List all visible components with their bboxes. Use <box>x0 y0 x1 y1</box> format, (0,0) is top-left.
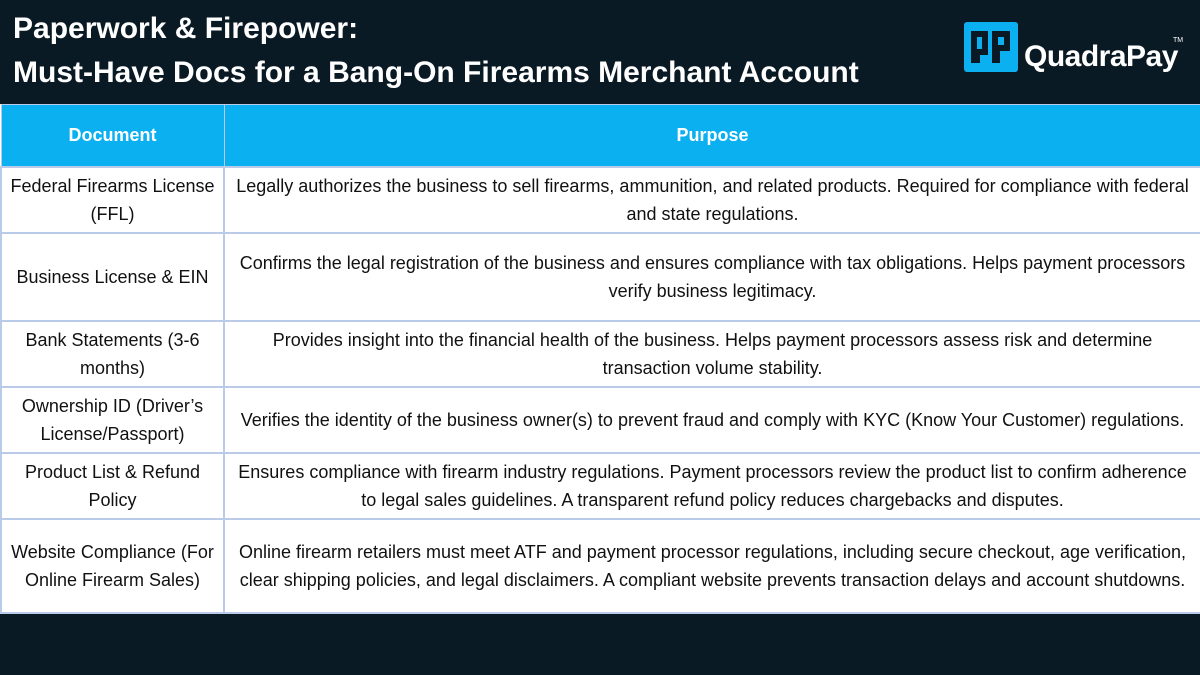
purpose-cell: Verifies the identity of the business owner(s) to prevent fraud and comply with KYC (Know Your Customer) regulations. <box>224 387 1200 453</box>
table-row <box>1 167 1200 233</box>
purpose-cell: Ensures compliance with firearm industry regulations. Payment processors review the product list to confirm adherence to legal sales guidelines. A transparent refund policy reduces chargebacks and disputes. <box>224 453 1200 519</box>
column-header-purpose: Purpose <box>224 105 1200 167</box>
table-row <box>1 233 1200 321</box>
document-cell: Ownership ID (Driver’s License/Passport) <box>1 387 224 453</box>
documents-table <box>0 104 1200 614</box>
table-row <box>1 387 1200 453</box>
document-cell: Business License & EIN <box>1 233 224 321</box>
quadrapay-logo-icon <box>964 22 1018 72</box>
table-row <box>1 321 1200 387</box>
trademark-symbol: TM <box>1173 37 1184 44</box>
table-row <box>1 519 1200 613</box>
brand-name: QuadraPay <box>1024 40 1178 73</box>
purpose-cell: Legally authorizes the business to sell firearms, ammunition, and related products. Required for compliance with federal and state regulations. <box>224 167 1200 233</box>
column-header-document: Document <box>1 105 224 167</box>
page-header <box>0 0 1200 104</box>
page-title-line-2: Must-Have Docs for a Bang-On Firearms Merchant Account <box>13 56 859 89</box>
purpose-cell: Online firearm retailers must meet ATF and payment processor regulations, including secure checkout, age verification, clear shipping policies, and legal disclaimers. A compliant website prevents transaction delays and account shutdowns. <box>224 519 1200 613</box>
document-cell: Federal Firearms License (FFL) <box>1 167 224 233</box>
purpose-cell: Provides insight into the financial health of the business. Helps payment processors assess risk and determine transaction volume stability. <box>224 321 1200 387</box>
purpose-cell: Confirms the legal registration of the business and ensures compliance with tax obligations. Helps payment processors verify business legitimacy. <box>224 233 1200 321</box>
document-cell: Product List & Refund Policy <box>1 453 224 519</box>
page-title-line-1: Paperwork & Firepower: <box>13 12 359 45</box>
document-cell: Website Compliance (For Online Firearm Sales) <box>1 519 224 613</box>
document-cell: Bank Statements (3-6 months) <box>1 321 224 387</box>
table-row <box>1 453 1200 519</box>
table-header-row <box>1 105 1200 167</box>
brand-logo <box>964 22 1194 78</box>
